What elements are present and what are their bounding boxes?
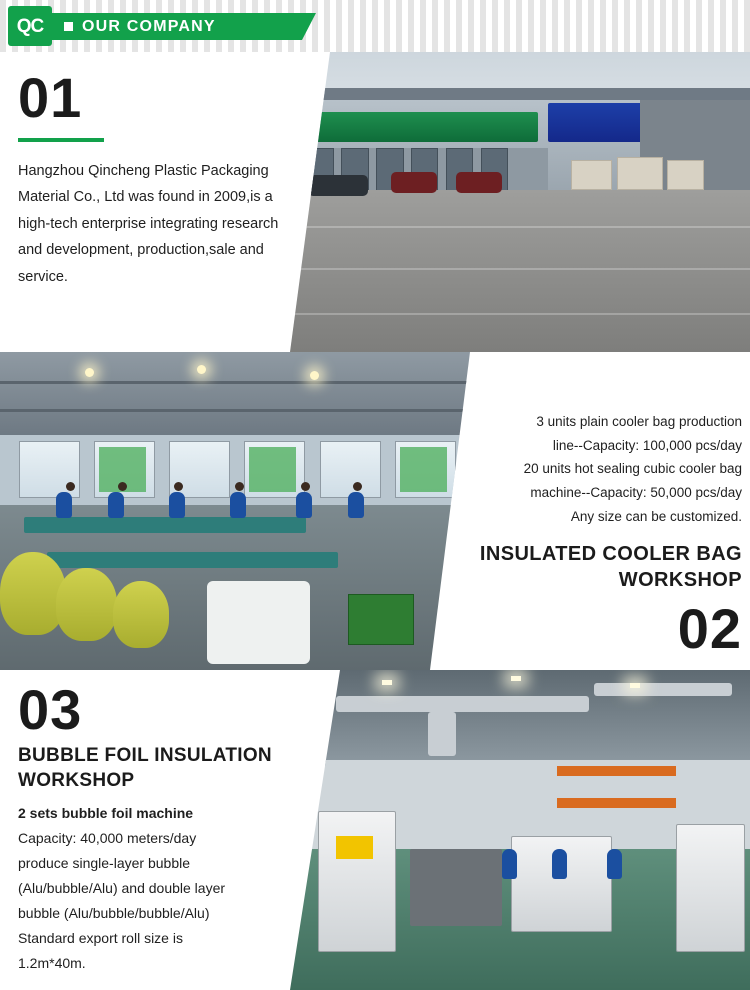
section-02-title: INSULATED COOLER BAG WORKSHOP [479, 543, 742, 591]
bubble-foil-workshop-photo [290, 670, 750, 990]
section-02-line-4: machine--Capacity: 50,000 pcs/day [530, 484, 742, 500]
section-03-line-3: produce single-layer bubble [18, 855, 190, 872]
section-02-number: 02 [677, 597, 742, 661]
section-02-text-block [462, 410, 742, 661]
section-03-number: 03 [18, 678, 83, 741]
header-title-bar [52, 13, 302, 40]
section-03-line-7: 1.2m*40m. [18, 954, 86, 971]
section-01-rule [18, 138, 104, 142]
section-03-line-6: Standard export roll size is [18, 929, 183, 946]
square-bullet-icon [64, 22, 73, 31]
cooler-bag-workshop-photo [0, 352, 470, 670]
section-01-text-block [18, 66, 293, 290]
logo-text: QC [16, 15, 44, 37]
section-01-body: Hangzhou Qincheng Plastic Packaging Material Co., Ltd was found in 2009,is a high-tech enterprise integrating research and development, production,sale and service. [18, 163, 279, 285]
section-02-line-5: Any size can be customized. [570, 508, 742, 524]
section-03 [0, 670, 750, 990]
section-03-line-2 [18, 826, 303, 851]
section-03-title: BUBBLE FOIL INSULATION WORKSHOP [18, 745, 272, 791]
page-header [0, 0, 750, 52]
section-02-line-1: 3 units plain cooler bag production [536, 414, 742, 429]
header-bar-arrow-icon [302, 13, 316, 40]
section-01-number: 01 [18, 66, 83, 129]
factory-exterior-photo [290, 52, 750, 352]
section-03-text-block [18, 678, 303, 976]
section-02 [0, 352, 750, 670]
section-02-line-2: line--Capacity: 100,000 pcs/day [552, 437, 742, 453]
section-03-line-5: bubble (Alu/bubble/bubble/Alu) [18, 905, 210, 921]
section-03-line-1: 2 sets bubble foil machine [18, 805, 194, 822]
section-03-line-4: (Alu/bubble/Alu) and double layer [18, 880, 226, 897]
page-title: OUR COMPANY [82, 17, 216, 35]
company-logo-icon [8, 6, 52, 46]
section-02-line-3: 20 units hot sealing cubic cooler bag [523, 461, 742, 477]
section-01 [0, 52, 750, 352]
section-03-line-2-text: Capacity: 40,000 meters/day [18, 830, 197, 847]
